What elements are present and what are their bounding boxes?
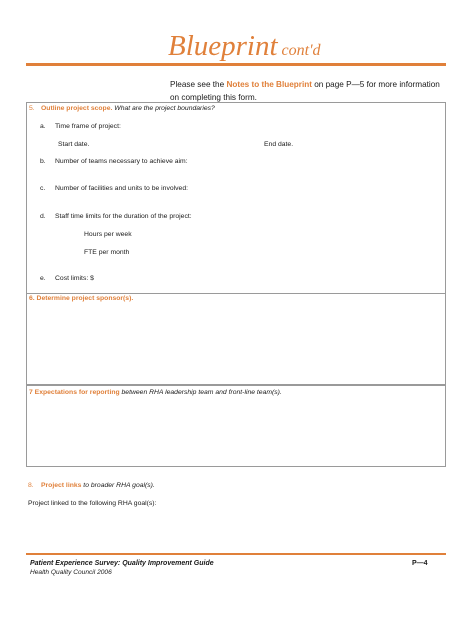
item-c-letter: c. bbox=[40, 185, 46, 192]
title-sub: cont'd bbox=[277, 42, 321, 59]
item-b-label: Number of teams necessary to achieve aim: bbox=[55, 158, 188, 165]
section-5-heading: Outline project scope. bbox=[41, 105, 113, 112]
fte-per-month-label: FTE per month bbox=[84, 249, 130, 256]
item-a-letter: a. bbox=[40, 123, 46, 130]
footer-org: Health Quality Council 2006 bbox=[30, 569, 112, 576]
title-main: Blueprint bbox=[168, 30, 278, 62]
item-b-letter: b. bbox=[40, 158, 46, 165]
section-6-heading: 6. Determine project sponsor(s). bbox=[29, 295, 134, 302]
section-5-number: 5. bbox=[29, 105, 35, 112]
end-date-label: End date. bbox=[264, 141, 294, 148]
item-d-label: Staff time limits for the duration of the project: bbox=[55, 213, 192, 220]
section-8-line: Project linked to the following RHA goal(s): bbox=[28, 500, 157, 507]
section-5-box bbox=[26, 102, 446, 294]
item-a-label: Time frame of project: bbox=[55, 123, 121, 130]
section-8-rest: to broader RHA goal(s). bbox=[81, 482, 155, 489]
page-number: P—4 bbox=[412, 560, 428, 567]
item-c-label: Number of facilities and units to be involved: bbox=[55, 185, 188, 192]
section-6-box bbox=[26, 293, 446, 385]
section-7-heading: 7 Expectations for reporting bbox=[29, 389, 120, 396]
footer-guide-title: Patient Experience Survey: Quality Improvement Guide bbox=[30, 560, 214, 567]
footer-rule bbox=[26, 553, 446, 555]
notes-link[interactable]: Notes to the Blueprint bbox=[226, 80, 312, 89]
section-5-question: What are the project boundaries? bbox=[112, 105, 215, 112]
section-7-heading-line bbox=[29, 390, 282, 397]
section-5-heading-line bbox=[41, 106, 215, 113]
title-rule bbox=[26, 63, 446, 66]
intro-paragraph bbox=[170, 78, 442, 104]
intro-pre: Please see the bbox=[170, 80, 227, 89]
hours-per-week-label: Hours per week bbox=[84, 231, 132, 238]
section-7-box bbox=[26, 385, 446, 467]
item-e-label: Cost limits: $ bbox=[55, 275, 94, 282]
item-e-letter: e. bbox=[40, 275, 46, 282]
section-7-rest: between RHA leadership team and front-line team(s). bbox=[119, 389, 282, 396]
section-8-heading-line bbox=[41, 483, 155, 490]
section-8-number: 8. bbox=[28, 482, 34, 489]
page-title bbox=[168, 32, 321, 61]
section-8-heading: Project links bbox=[41, 482, 82, 489]
start-date-label: Start date. bbox=[58, 141, 90, 148]
item-d-letter: d. bbox=[40, 213, 46, 220]
intro-post: on page P—5 for more information on completing this form. bbox=[170, 80, 440, 102]
